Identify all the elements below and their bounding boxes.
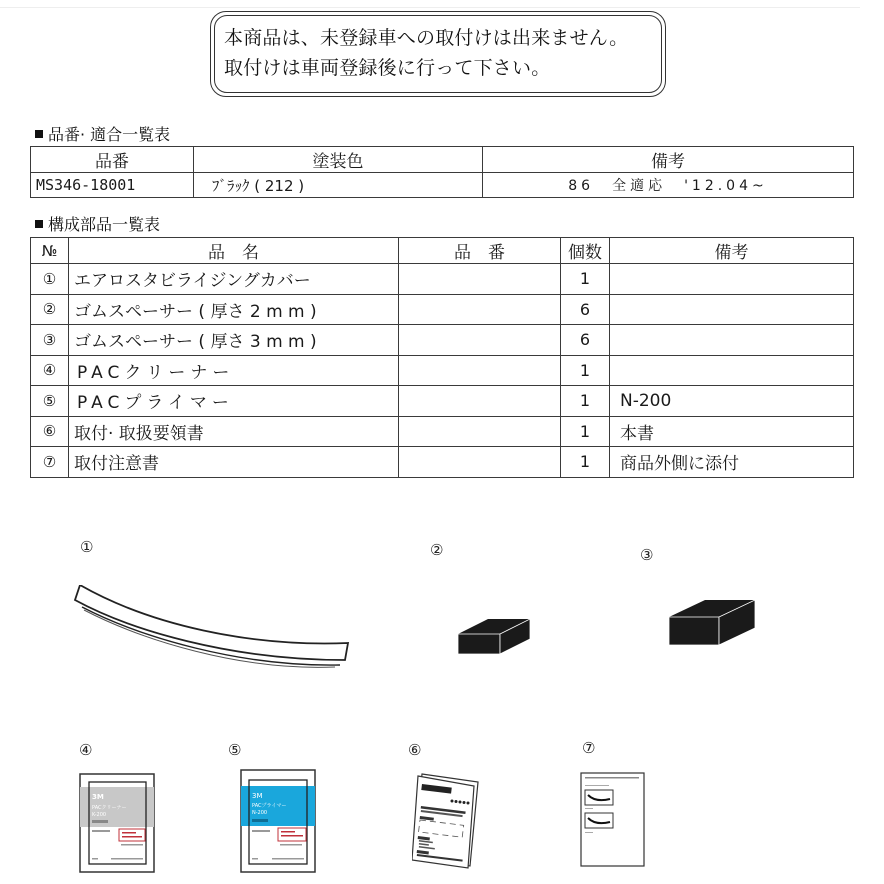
svg-text:PACクリーナー: PACクリーナー [92, 805, 127, 811]
top-rule [0, 7, 860, 8]
cell-no: ① [31, 264, 69, 295]
header-paint-color: 塗装色 [194, 147, 483, 173]
header-part-no: 品番 [31, 147, 194, 173]
callout-6: ⑥ [408, 741, 422, 759]
cell-paint-color: ﾌﾞﾗｯｸ ( 212 ) [194, 173, 483, 198]
fit-table-header [31, 147, 854, 173]
square-bullet-icon [35, 130, 43, 138]
pac-cleaner-illustration [79, 773, 155, 873]
notice-box [210, 11, 666, 97]
callout-2: ② [430, 541, 444, 559]
svg-text:3M: 3M [252, 792, 263, 800]
cell-qty: 1 [561, 447, 610, 478]
header-remarks: 備考 [610, 238, 854, 264]
svg-text:N-200: N-200 [252, 810, 268, 816]
cell-part-no [399, 386, 561, 417]
cell-part-no [399, 264, 561, 295]
cell-no: ⑥ [31, 416, 69, 447]
table-row [31, 386, 854, 417]
cell-qty: 6 [561, 294, 610, 325]
cell-qty: 6 [561, 325, 610, 356]
table-row [31, 325, 854, 356]
table-row [31, 355, 854, 386]
callout-7: ⑦ [582, 739, 596, 757]
cell-remark [610, 294, 854, 325]
table-row [31, 294, 854, 325]
caution-sheet-illustration [580, 772, 645, 867]
cell-name: 取付注意書 [69, 447, 399, 478]
fit-section-title-text: 品番· 適合一覧表 [48, 125, 171, 144]
cell-name: ゴムスペーサー ( 厚さ 2 m m ) [69, 294, 399, 325]
pac-primer-illustration [240, 769, 316, 873]
installation-manual-illustration [412, 772, 482, 870]
fit-section-title [35, 122, 170, 145]
cell-no: ② [31, 294, 69, 325]
rubber-spacer-2mm-illustration [455, 615, 535, 660]
notice-line-2: 取付けは車両登録後に行って下さい。 [224, 57, 551, 79]
cell-part-no [399, 447, 561, 478]
notice-line-1: 本商品は、未登録車への取付けは出来ません。 [224, 27, 629, 49]
cell-name: ゴムスペーサー ( 厚さ 3 m m ) [69, 325, 399, 356]
cell-part-no [399, 416, 561, 447]
cell-no: ⑦ [31, 447, 69, 478]
cell-qty: 1 [561, 264, 610, 295]
header-remarks: 備考 [483, 147, 854, 173]
cell-qty: 1 [561, 416, 610, 447]
cell-qty: 1 [561, 355, 610, 386]
cell-part-no [399, 325, 561, 356]
svg-text:3M: 3M [92, 793, 104, 801]
header-name: 品 名 [69, 238, 399, 264]
cell-part-no: MS346-18001 [31, 173, 194, 198]
parts-table [30, 237, 854, 478]
table-row [31, 173, 854, 198]
cell-no: ⑤ [31, 386, 69, 417]
cell-name: 取付· 取扱要領書 [69, 416, 399, 447]
cell-remark: 本書 [610, 416, 854, 447]
cell-part-no [399, 294, 561, 325]
parts-section-title-text: 構成部品一覧表 [48, 215, 161, 234]
cell-remark: N-200 [610, 386, 854, 417]
cell-no: ③ [31, 325, 69, 356]
square-bullet-icon [35, 220, 43, 228]
cell-remark [610, 325, 854, 356]
cell-remark [610, 264, 854, 295]
cell-name: エアロスタビライジングカバー [69, 264, 399, 295]
cell-name: PACプライマー [69, 386, 399, 417]
table-row [31, 416, 854, 447]
notice-inner [214, 15, 662, 93]
svg-text:PACプライマー: PACプライマー [252, 803, 287, 809]
fit-table [30, 146, 854, 198]
callout-5: ⑤ [228, 741, 242, 759]
rubber-spacer-3mm-illustration [665, 598, 760, 650]
header-qty: 個数 [561, 238, 610, 264]
cell-remark [610, 355, 854, 386]
header-part-no: 品 番 [399, 238, 561, 264]
parts-table-header [31, 238, 854, 264]
callout-1: ① [80, 538, 94, 556]
cell-remarks: 86 全適応 '12.04~ [483, 173, 854, 198]
header-no: № [31, 238, 69, 264]
cell-no: ④ [31, 355, 69, 386]
callout-4: ④ [79, 741, 93, 759]
callout-3: ③ [640, 546, 654, 564]
cell-name: PACクリーナー [69, 355, 399, 386]
cell-part-no [399, 355, 561, 386]
aero-cover-illustration [70, 585, 360, 685]
cell-remark: 商品外側に添付 [610, 447, 854, 478]
table-row [31, 447, 854, 478]
parts-section-title [35, 212, 160, 235]
table-row [31, 264, 854, 295]
svg-text:K-200: K-200 [92, 812, 107, 818]
cell-qty: 1 [561, 386, 610, 417]
